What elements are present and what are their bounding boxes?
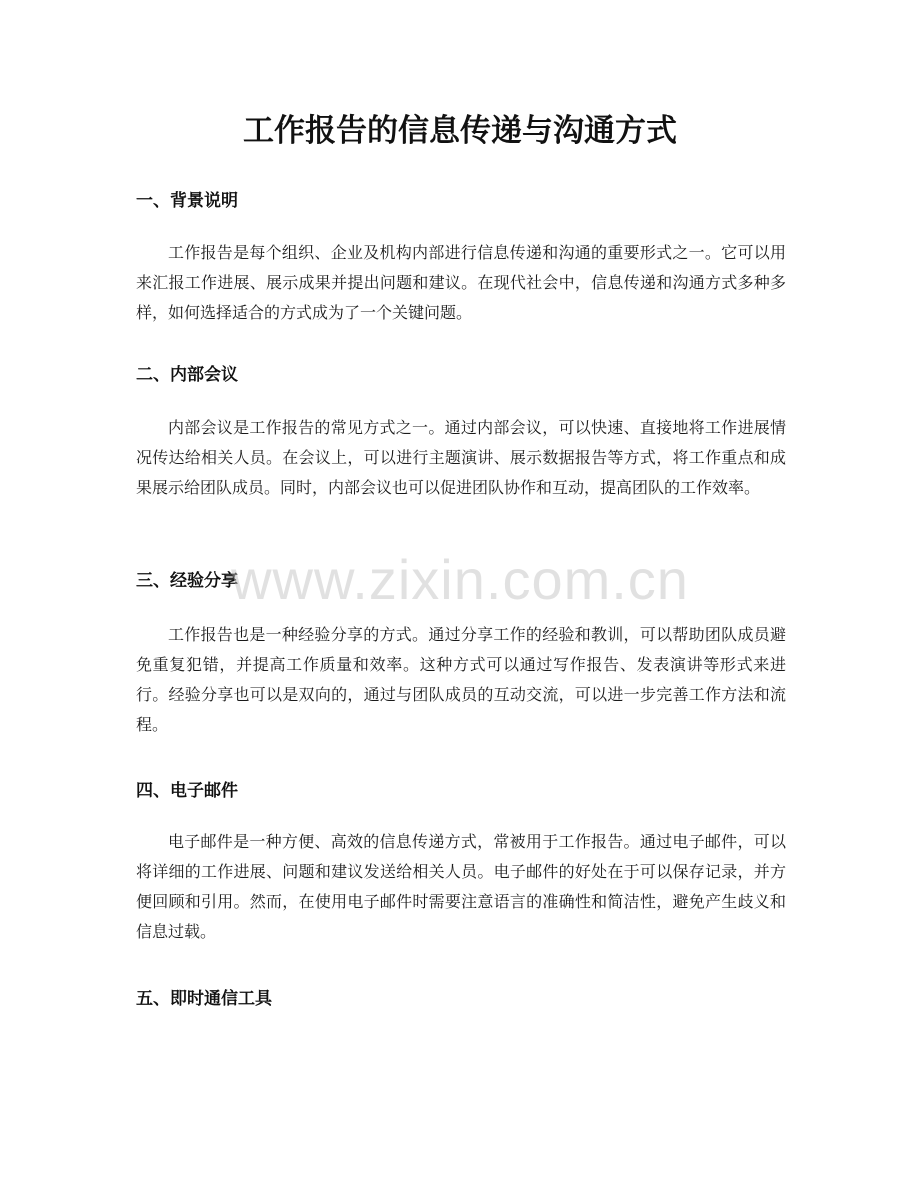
page-title: 工作报告的信息传递与沟通方式	[243, 113, 677, 149]
section-heading-experience-sharing: 三、经验分享	[136, 571, 238, 591]
section-heading-internal-meeting: 二、内部会议	[136, 365, 238, 385]
section-body-email: 电子邮件是一种方便、高效的信息传递方式，常被用于工作报告。通过电子邮件，可以将详细的工作进展、问题和建议发送给相关人员。电子邮件的好处在于可以保存记录，并方便回顾和引用。然而，在使用电子邮件时需要注意语言的准确性和简洁性，避免产生歧义和信息过载。	[136, 832, 786, 941]
section-body-experience-sharing: 工作报告也是一种经验分享的方式。通过分享工作的经验和教训，可以帮助团队成员避免重复犯错，并提高工作质量和效率。这种方式可以通过写作报告、发表演讲等形式来进行。经验分享也可以是双向的，通过与团队成员的互动交流，可以进一步完善工作方法和流程。	[136, 625, 786, 734]
section-heading-instant-messaging: 五、即时通信工具	[136, 989, 272, 1009]
section-heading-email: 四、电子邮件	[136, 781, 238, 801]
section-body-background: 工作报告是每个组织、企业及机构内部进行信息传递和沟通的重要形式之一。它可以用来汇报工作进展、展示成果并提出问题和建议。在现代社会中，信息传递和沟通方式多种多样，如何选择适合的方式成为了一个关键问题。	[136, 243, 786, 322]
section-body-internal-meeting: 内部会议是工作报告的常见方式之一。通过内部会议，可以快速、直接地将工作进展情况传达给相关人员。在会议上，可以进行主题演讲、展示数据报告等方式，将工作重点和成果展示给团队成员。同时，内部会议也可以促进团队协作和互动，提高团队的工作效率。	[136, 418, 786, 497]
section-heading-background: 一、背景说明	[136, 191, 238, 211]
watermark-text: www.zixin.com.cn	[231, 548, 689, 611]
